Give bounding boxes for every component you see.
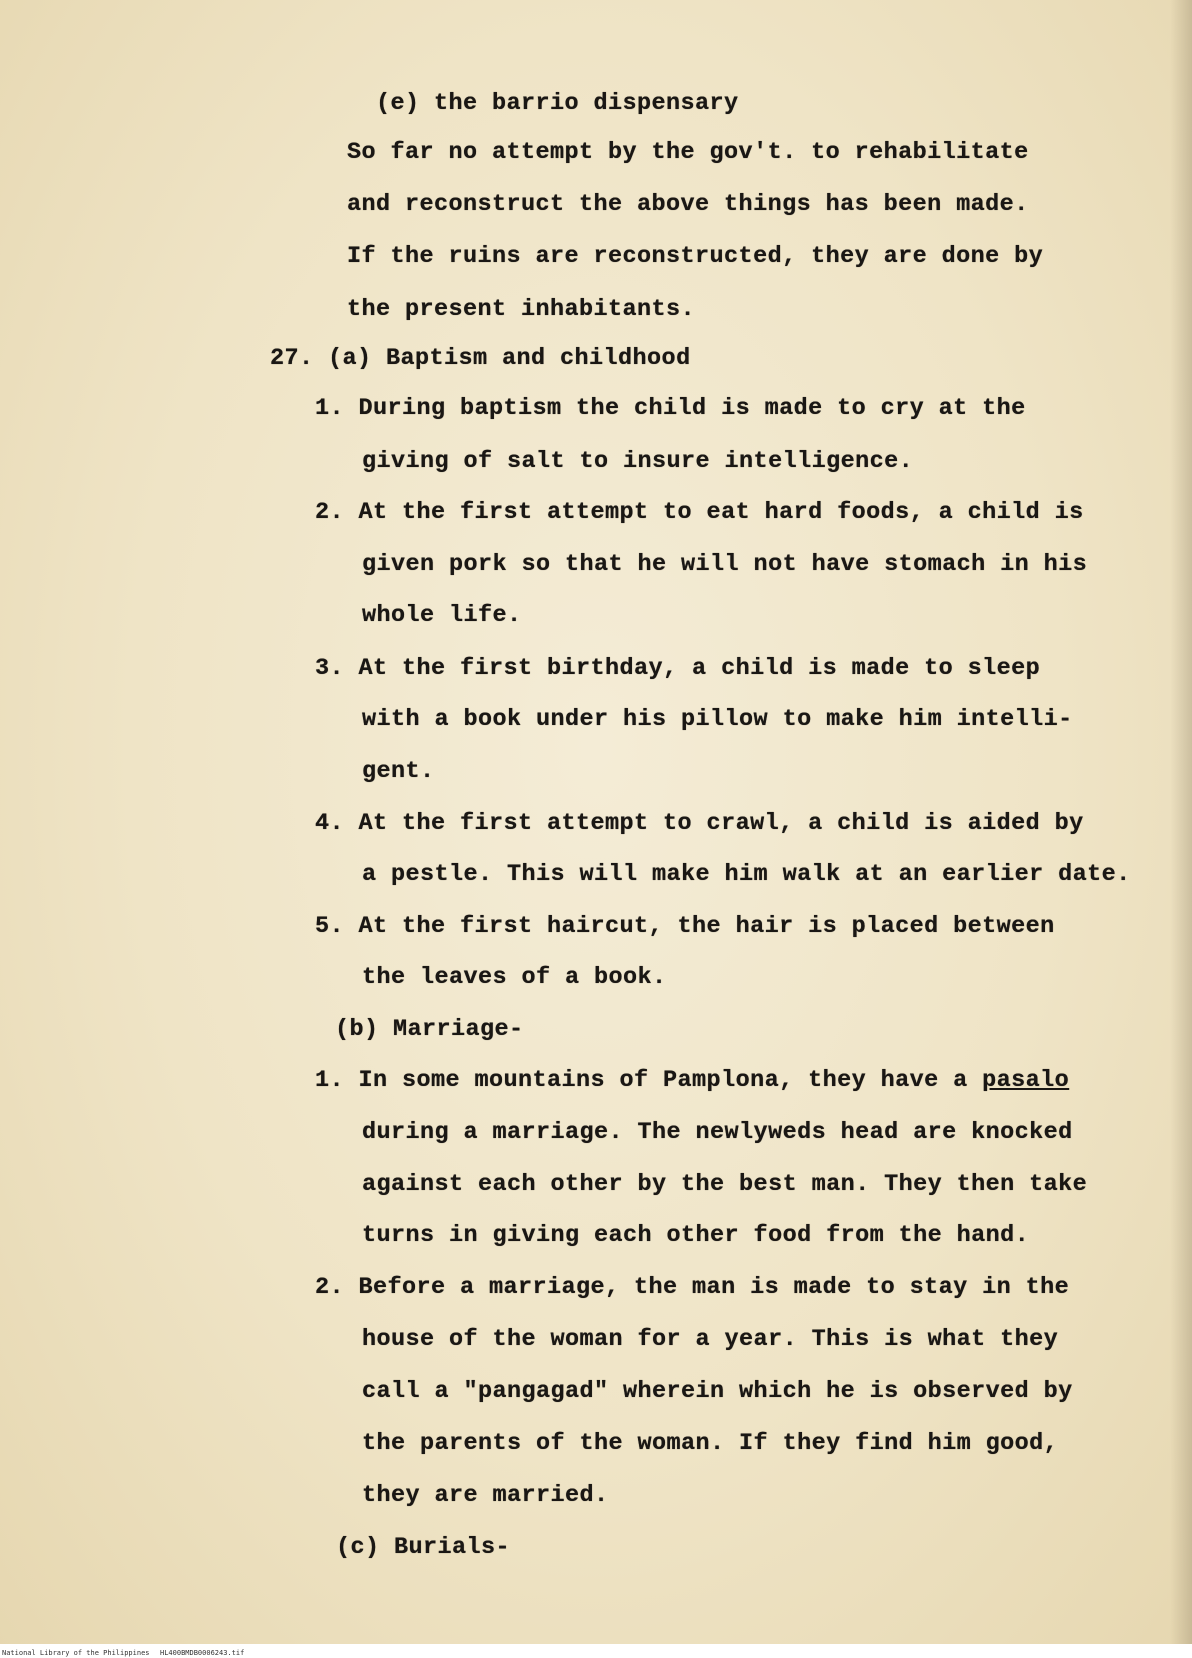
childhood-item-line: 4. At the first attempt to crawl, a child is aided by [315, 810, 1084, 837]
section-e-line: the present inhabitants. [347, 296, 696, 323]
childhood-item-line: whole life. [362, 602, 522, 629]
childhood-item-line: gent. [362, 758, 435, 785]
marriage-item-line: against each other by the best man. They then take [362, 1171, 1088, 1198]
childhood-item-line: 5. At the first haircut, the hair is placed between [315, 913, 1055, 940]
childhood-item-line: giving of salt to insure intelligence. [362, 448, 914, 475]
section-e-line: If the ruins are reconstructed, they are done by [347, 243, 1044, 270]
marriage-item-text: 1. In some mountains of Pamplona, they have a [315, 1067, 983, 1094]
section-e-heading: (e) the barrio dispensary [376, 90, 739, 117]
childhood-item-line: a pestle. This will make him walk at an earlier date. [362, 861, 1131, 888]
library-credit: National Library of the Philippines [2, 1649, 150, 1657]
childhood-item-line: the leaves of a book. [362, 964, 667, 991]
question-27-heading: 27. (a) Baptism and childhood [270, 345, 691, 372]
marriage-item-line: they are married. [362, 1482, 609, 1509]
childhood-item-line: 1. During baptism the child is made to cry at the [315, 395, 1026, 422]
marriage-item-line: the parents of the woman. If they find him good, [362, 1430, 1059, 1457]
page-edge-shadow [1170, 0, 1192, 1658]
marriage-item-line: house of the woman for a year. This is what they [362, 1326, 1059, 1353]
section-e-line: and reconstruct the above things has been made. [347, 191, 1029, 218]
burials-heading: (c) Burials- [336, 1534, 511, 1561]
marriage-item-line: call a "pangagad" wherein which he is observed by [362, 1378, 1073, 1405]
childhood-item-line: 2. At the first attempt to eat hard foods, a child is [315, 499, 1084, 526]
marriage-item-line [315, 1067, 1069, 1094]
marriage-item-line: turns in giving each other food from the hand. [362, 1222, 1030, 1249]
marriage-item-line: during a marriage. The newlyweds head are knocked [362, 1119, 1073, 1146]
marriage-heading: (b) Marriage- [335, 1016, 524, 1043]
marriage-item-line: 2. Before a marriage, the man is made to stay in the [315, 1274, 1070, 1301]
scan-footer [0, 1644, 1192, 1658]
childhood-item-line: 3. At the first birthday, a child is made to sleep [315, 655, 1041, 682]
childhood-item-line: with a book under his pillow to make him intelli- [362, 706, 1073, 733]
underlined-term: pasalo [982, 1067, 1070, 1094]
section-e-line: So far no attempt by the gov't. to rehabilitate [347, 139, 1029, 166]
childhood-item-line: given pork so that he will not have stomach in his [362, 551, 1088, 578]
file-code: HL400BMDB0006243.tif [160, 1649, 245, 1657]
